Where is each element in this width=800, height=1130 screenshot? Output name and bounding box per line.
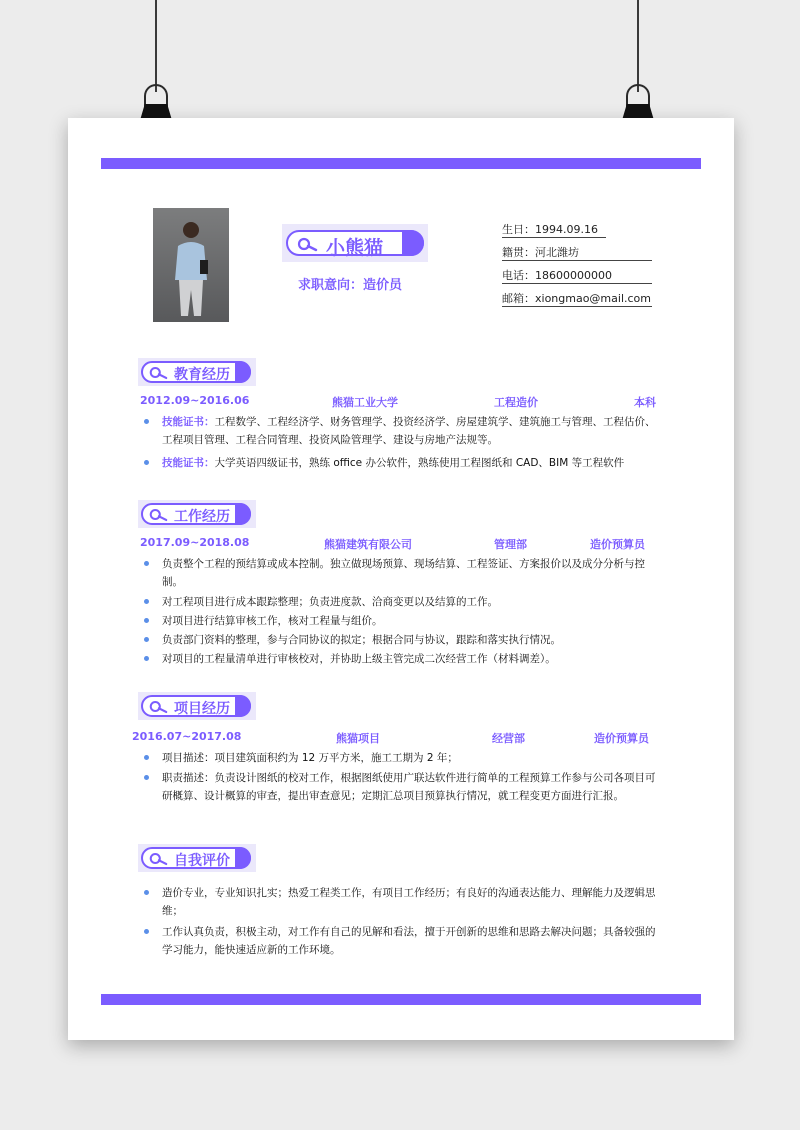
top-accent-bar [101, 158, 701, 169]
self-bullet: 造价专业，专业知识扎实；热爱工程类工作，有项目工作经历；有良好的沟通表达能力、理解能力及逻辑思维； [144, 884, 664, 920]
candidate-name: 小熊猫 [326, 237, 384, 259]
self-bullet: 工作认真负责，积极主动，对工作有自己的见解和看法，擅于开创新的思维和思路去解决问题；具备较强的学习能力，能快速适应新的工作环境。 [144, 923, 664, 959]
job-intent: 求职意向：造价员 [298, 278, 403, 293]
edu-period: 2012.09~2016.06 [140, 394, 250, 407]
bottom-accent-bar [101, 994, 701, 1005]
profile-photo [153, 208, 229, 322]
project-bullet: 职责描述：负责设计图纸的校对工作，根据图纸使用广联达软件进行简单的工程预算工作参与公司各项目可研概算、设计概算的审查，提出审查意见；定期汇总项目预算执行情况，就工程变更方面进行汇报。 [144, 769, 664, 805]
search-icon [148, 507, 168, 522]
work-dept: 管理部 [494, 538, 527, 551]
section-self-evaluation: 自我评价 [138, 844, 256, 872]
info-birthday: 生日：1994.09.16 [502, 221, 598, 237]
edu-school: 熊猫工业大学 [332, 396, 398, 409]
work-bullet: 对项目进行结算审核工作，核对工程量与组价。 [144, 612, 664, 630]
section-education: 教育经历 [138, 358, 256, 386]
search-icon [296, 236, 318, 252]
work-bullet: 负责整个工程的预结算或成本控制。独立做现场预算、现场结算、工程签证、方案报价以及成分分析与控制。 [144, 555, 664, 591]
edu-bullet: 技能证书：大学英语四级证书，熟练 office 办公软件，熟练使用工程图纸和 CAD、BIM 等工程软件 [144, 454, 664, 472]
resume-page [68, 118, 734, 1040]
work-company: 熊猫建筑有限公司 [324, 538, 412, 551]
project-bullet: 项目描述：项目建筑面积约为 12 万平方米，施工工期为 2 年； [144, 749, 664, 767]
search-icon [148, 699, 168, 714]
project-dept: 经营部 [492, 732, 525, 745]
work-bullet: 对项目的工程量清单进行审核校对，并协助上级主管完成二次经营工作（材料调差）。 [144, 650, 664, 668]
project-period: 2016.07~2017.08 [132, 730, 242, 743]
work-bullet: 对工程项目进行成本跟踪整理；负责进度款、洽商变更以及结算的工作。 [144, 593, 664, 611]
section-work: 工作经历 [138, 500, 256, 528]
edu-bullet: 技能证书：工程数学、工程经济学、财务管理学、投资经济学、房屋建筑学、建筑施工与管理、工程估价、工程项目管理、工程合同管理、投资风险管理学、建设与房地产法规等。 [144, 413, 664, 449]
search-icon [148, 851, 168, 866]
edu-major: 工程造价 [494, 396, 538, 409]
section-project: 项目经历 [138, 692, 256, 720]
project-role: 造价预算员 [594, 732, 649, 745]
name-tag [282, 224, 428, 262]
work-role: 造价预算员 [590, 538, 645, 551]
search-icon [148, 365, 168, 380]
info-hometown: 籍贯：河北潍坊 [502, 244, 579, 260]
info-email: 邮箱：xiongmao@mail.com [502, 292, 651, 305]
work-period: 2017.09~2018.08 [140, 536, 250, 549]
info-phone: 电话：18600000000 [502, 267, 612, 283]
work-bullet: 负责部门资料的整理，参与合同协议的拟定；根据合同与协议，跟踪和落实执行情况。 [144, 631, 664, 649]
edu-degree: 本科 [634, 396, 656, 409]
project-name: 熊猫项目 [336, 732, 380, 745]
